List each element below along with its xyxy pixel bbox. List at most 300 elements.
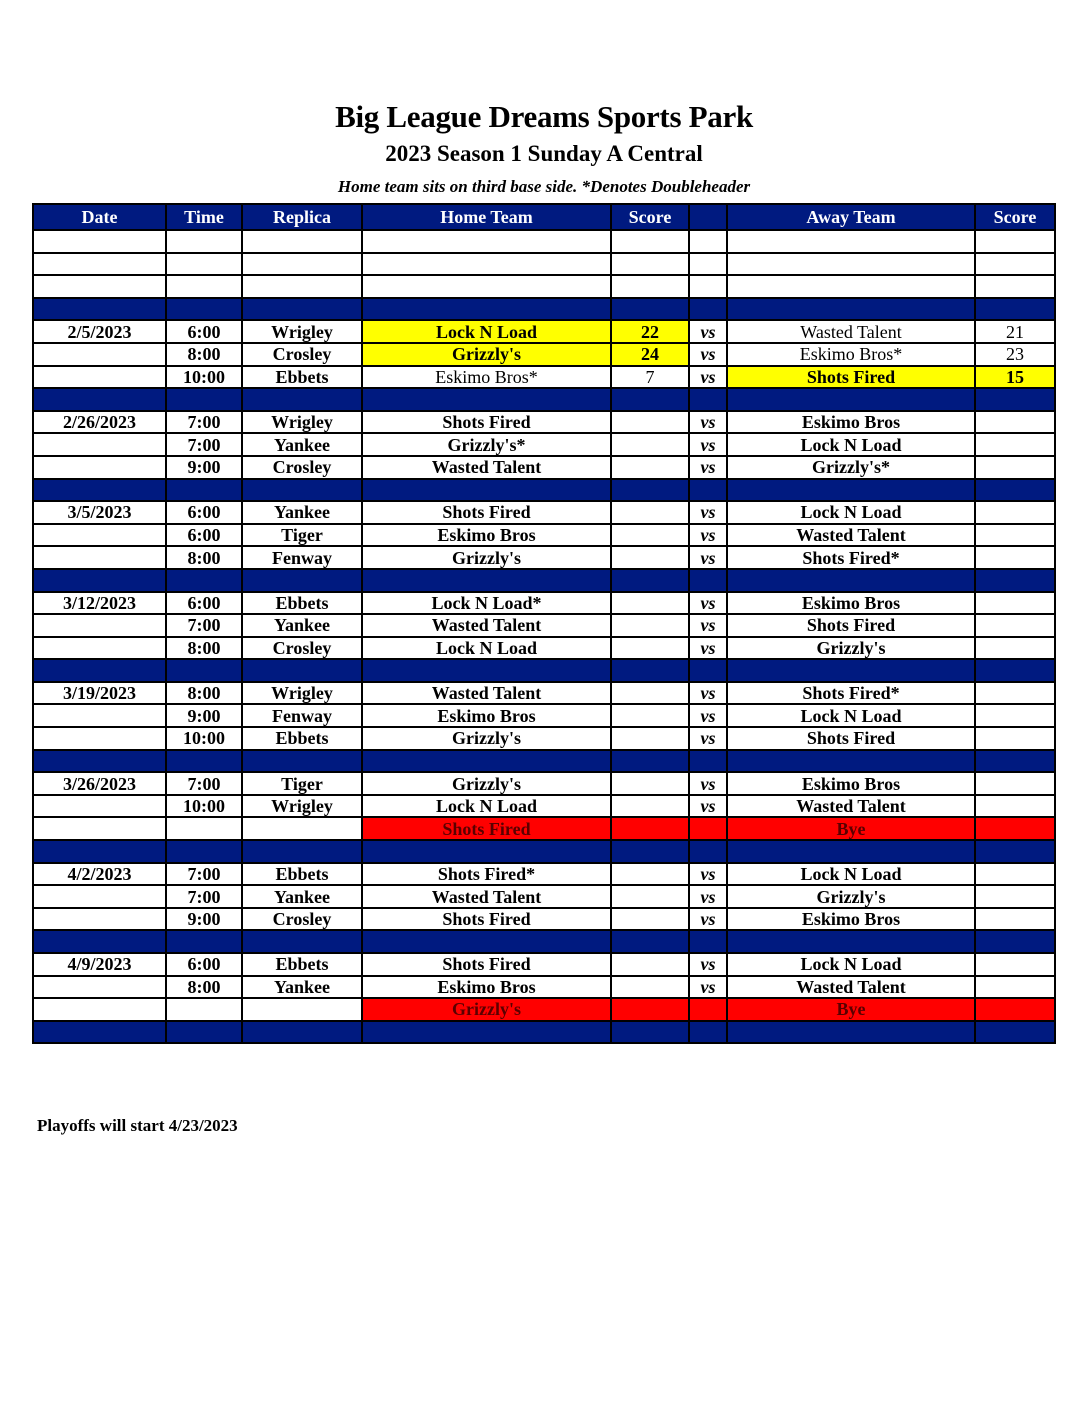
vs-cell (689, 569, 727, 592)
game-row (33, 320, 1055, 343)
home-team-cell: Lock N Load (362, 637, 611, 660)
replica-cell: Ebbets (242, 953, 362, 976)
home-score-cell (611, 682, 689, 705)
date-cell (33, 659, 166, 682)
away-team-cell: Eskimo Bros (727, 592, 975, 615)
replica-cell: Wrigley (242, 682, 362, 705)
replica-cell (242, 750, 362, 773)
home-score-cell (611, 727, 689, 750)
home-score-cell (611, 433, 689, 456)
date-cell: 3/26/2023 (33, 772, 166, 795)
game-row (33, 524, 1055, 547)
away-team-cell: Bye (727, 998, 975, 1021)
date-cell (33, 546, 166, 569)
time-cell: 10:00 (166, 366, 242, 389)
away-team-cell: Wasted Talent (727, 524, 975, 547)
schedule-table (32, 203, 1056, 1044)
home-team-cell (362, 253, 611, 276)
game-row (33, 863, 1055, 886)
date-cell (33, 1021, 166, 1044)
home-team-cell: Eskimo Bros (362, 976, 611, 999)
game-row (33, 795, 1055, 818)
home-team-cell: Wasted Talent (362, 456, 611, 479)
home-team-cell (362, 1021, 611, 1044)
replica-cell (242, 388, 362, 411)
week-separator-row (33, 1021, 1055, 1044)
home-score-cell (611, 298, 689, 321)
home-score-cell (611, 592, 689, 615)
away-score-cell: 15 (975, 366, 1055, 389)
date-cell (33, 388, 166, 411)
home-score-cell (611, 388, 689, 411)
time-cell (166, 930, 242, 953)
replica-cell: Tiger (242, 524, 362, 547)
home-score-cell (611, 998, 689, 1021)
game-row (33, 727, 1055, 750)
home-score-cell (611, 614, 689, 637)
vs-cell: vs (689, 524, 727, 547)
time-cell: 7:00 (166, 772, 242, 795)
home-score-cell (611, 704, 689, 727)
vs-cell (689, 750, 727, 773)
away-score-cell (975, 275, 1055, 298)
week-separator-row (33, 750, 1055, 773)
date-cell (33, 275, 166, 298)
game-row (33, 501, 1055, 524)
header-replica: Replica (242, 204, 362, 230)
week-separator-row (33, 569, 1055, 592)
away-score-cell: 23 (975, 343, 1055, 366)
week-separator-row (33, 930, 1055, 953)
blank-row (33, 275, 1055, 298)
replica-cell: Yankee (242, 433, 362, 456)
vs-cell (689, 817, 727, 840)
time-cell (166, 230, 242, 253)
home-team-cell: Lock N Load (362, 320, 611, 343)
blank-row (33, 253, 1055, 276)
home-score-cell (611, 772, 689, 795)
away-score-cell (975, 772, 1055, 795)
home-team-cell: Grizzly's (362, 998, 611, 1021)
away-team-cell (727, 388, 975, 411)
home-team-cell: Grizzly's (362, 343, 611, 366)
time-cell (166, 275, 242, 298)
home-score-cell (611, 795, 689, 818)
away-team-cell (727, 1021, 975, 1044)
home-score-cell (611, 863, 689, 886)
vs-cell: vs (689, 976, 727, 999)
time-cell: 8:00 (166, 682, 242, 705)
home-team-cell (362, 479, 611, 502)
away-score-cell (975, 569, 1055, 592)
away-score-cell (975, 863, 1055, 886)
vs-cell (689, 479, 727, 502)
week-separator-row (33, 840, 1055, 863)
replica-cell (242, 253, 362, 276)
home-score-cell (611, 817, 689, 840)
time-cell (166, 659, 242, 682)
away-score-cell (975, 433, 1055, 456)
home-team-cell (362, 275, 611, 298)
away-team-cell: Shots Fired (727, 366, 975, 389)
date-cell (33, 230, 166, 253)
time-cell (166, 388, 242, 411)
date-cell (33, 998, 166, 1021)
away-score-cell (975, 411, 1055, 434)
date-cell (33, 569, 166, 592)
vs-cell: vs (689, 704, 727, 727)
away-team-cell: Wasted Talent (727, 976, 975, 999)
time-cell: 8:00 (166, 976, 242, 999)
replica-cell (242, 659, 362, 682)
vs-cell: vs (689, 320, 727, 343)
away-team-cell: Eskimo Bros (727, 772, 975, 795)
away-team-cell: Eskimo Bros (727, 411, 975, 434)
away-team-cell (727, 840, 975, 863)
replica-cell (242, 930, 362, 953)
vs-cell (689, 1021, 727, 1044)
date-cell: 3/19/2023 (33, 682, 166, 705)
page-title: Big League Dreams Sports Park (335, 99, 753, 134)
away-team-cell (727, 569, 975, 592)
home-score-cell (611, 908, 689, 931)
away-team-cell (727, 479, 975, 502)
time-cell: 7:00 (166, 614, 242, 637)
vs-cell: vs (689, 411, 727, 434)
header-vs (689, 204, 727, 230)
replica-cell (242, 230, 362, 253)
replica-cell: Yankee (242, 976, 362, 999)
home-score-cell (611, 569, 689, 592)
home-team-cell: Grizzly's* (362, 433, 611, 456)
playoffs-note: Playoffs will start 4/23/2023 (37, 1116, 238, 1135)
date-cell (33, 795, 166, 818)
home-score-cell (611, 1021, 689, 1044)
replica-cell (242, 275, 362, 298)
away-score-cell (975, 1021, 1055, 1044)
away-team-cell (727, 253, 975, 276)
week-separator-row (33, 479, 1055, 502)
away-team-cell: Bye (727, 817, 975, 840)
away-score-cell (975, 614, 1055, 637)
date-cell: 4/2/2023 (33, 863, 166, 886)
date-cell (33, 704, 166, 727)
date-cell (33, 253, 166, 276)
date-cell: 4/9/2023 (33, 953, 166, 976)
date-cell (33, 817, 166, 840)
vs-cell: vs (689, 772, 727, 795)
home-team-cell (362, 388, 611, 411)
home-score-cell: 24 (611, 343, 689, 366)
vs-cell (689, 388, 727, 411)
home-score-cell (611, 885, 689, 908)
page-subtitle: 2023 Season 1 Sunday A Central (385, 141, 703, 166)
replica-cell (242, 840, 362, 863)
doubleheader-note: Home team sits on third base side. *Denotes Doubleheader (337, 177, 751, 196)
header-away-score: Score (975, 204, 1055, 230)
home-score-cell (611, 479, 689, 502)
replica-cell: Crosley (242, 456, 362, 479)
home-team-cell: Grizzly's (362, 772, 611, 795)
date-cell (33, 298, 166, 321)
time-cell (166, 569, 242, 592)
date-cell (33, 885, 166, 908)
game-row (33, 614, 1055, 637)
away-team-cell (727, 930, 975, 953)
time-cell (166, 840, 242, 863)
home-score-cell (611, 840, 689, 863)
game-row (33, 366, 1055, 389)
replica-cell: Tiger (242, 772, 362, 795)
vs-cell: vs (689, 343, 727, 366)
away-team-cell (727, 275, 975, 298)
home-score-cell (611, 524, 689, 547)
game-row (33, 343, 1055, 366)
replica-cell: Yankee (242, 501, 362, 524)
home-team-cell (362, 298, 611, 321)
away-score-cell (975, 592, 1055, 615)
date-cell (33, 976, 166, 999)
week-separator-row (33, 298, 1055, 321)
home-score-cell (611, 253, 689, 276)
time-cell (166, 998, 242, 1021)
game-row (33, 704, 1055, 727)
away-score-cell (975, 659, 1055, 682)
time-cell: 9:00 (166, 908, 242, 931)
home-team-cell: Grizzly's (362, 546, 611, 569)
away-score-cell (975, 456, 1055, 479)
vs-cell: vs (689, 614, 727, 637)
bye-row (33, 817, 1055, 840)
home-score-cell: 7 (611, 366, 689, 389)
time-cell: 8:00 (166, 637, 242, 660)
time-cell: 6:00 (166, 524, 242, 547)
home-team-cell (362, 659, 611, 682)
header-time: Time (166, 204, 242, 230)
home-score-cell (611, 546, 689, 569)
home-score-cell (611, 930, 689, 953)
vs-cell (689, 253, 727, 276)
replica-cell (242, 298, 362, 321)
away-team-cell: Lock N Load (727, 501, 975, 524)
header-home-team: Home Team (362, 204, 611, 230)
home-team-cell: Eskimo Bros* (362, 366, 611, 389)
date-cell: 2/26/2023 (33, 411, 166, 434)
away-team-cell: Grizzly's* (727, 456, 975, 479)
replica-cell: Fenway (242, 704, 362, 727)
home-team-cell (362, 230, 611, 253)
time-cell: 9:00 (166, 704, 242, 727)
away-score-cell (975, 750, 1055, 773)
home-team-cell: Shots Fired* (362, 863, 611, 886)
home-score-cell (611, 456, 689, 479)
time-cell: 8:00 (166, 546, 242, 569)
away-score-cell (975, 479, 1055, 502)
away-score-cell (975, 953, 1055, 976)
vs-cell (689, 230, 727, 253)
vs-cell: vs (689, 637, 727, 660)
vs-cell: vs (689, 501, 727, 524)
away-team-cell: Lock N Load (727, 704, 975, 727)
away-score-cell (975, 546, 1055, 569)
home-team-cell: Shots Fired (362, 501, 611, 524)
time-cell: 8:00 (166, 343, 242, 366)
header-row (33, 204, 1055, 230)
replica-cell: Crosley (242, 908, 362, 931)
time-cell: 9:00 (166, 456, 242, 479)
vs-cell: vs (689, 546, 727, 569)
home-team-cell: Lock N Load (362, 795, 611, 818)
date-cell: 2/5/2023 (33, 320, 166, 343)
time-cell (166, 750, 242, 773)
date-cell (33, 637, 166, 660)
home-team-cell: Eskimo Bros (362, 524, 611, 547)
vs-cell: vs (689, 592, 727, 615)
home-score-cell (611, 275, 689, 298)
away-team-cell: Eskimo Bros (727, 908, 975, 931)
away-score-cell (975, 727, 1055, 750)
date-cell (33, 614, 166, 637)
away-team-cell: Wasted Talent (727, 320, 975, 343)
bye-row (33, 998, 1055, 1021)
date-cell (33, 366, 166, 389)
time-cell: 10:00 (166, 795, 242, 818)
vs-cell (689, 840, 727, 863)
time-cell (166, 1021, 242, 1044)
game-row (33, 411, 1055, 434)
game-row (33, 637, 1055, 660)
replica-cell (242, 998, 362, 1021)
away-score-cell (975, 998, 1055, 1021)
game-row (33, 976, 1055, 999)
home-team-cell (362, 840, 611, 863)
replica-cell: Crosley (242, 637, 362, 660)
time-cell: 6:00 (166, 320, 242, 343)
away-score-cell (975, 524, 1055, 547)
vs-cell: vs (689, 682, 727, 705)
replica-cell: Wrigley (242, 320, 362, 343)
home-score-cell: 22 (611, 320, 689, 343)
time-cell: 7:00 (166, 433, 242, 456)
away-team-cell: Wasted Talent (727, 795, 975, 818)
game-row (33, 885, 1055, 908)
away-score-cell (975, 704, 1055, 727)
vs-cell: vs (689, 727, 727, 750)
week-separator-row (33, 388, 1055, 411)
date-cell (33, 433, 166, 456)
time-cell (166, 479, 242, 502)
vs-cell (689, 930, 727, 953)
header-home-score: Score (611, 204, 689, 230)
home-score-cell (611, 411, 689, 434)
away-team-cell: Grizzly's (727, 637, 975, 660)
date-cell: 3/12/2023 (33, 592, 166, 615)
home-team-cell (362, 569, 611, 592)
replica-cell (242, 479, 362, 502)
replica-cell: Ebbets (242, 727, 362, 750)
replica-cell: Wrigley (242, 795, 362, 818)
time-cell: 6:00 (166, 592, 242, 615)
replica-cell (242, 569, 362, 592)
away-team-cell (727, 298, 975, 321)
away-team-cell: Lock N Load (727, 433, 975, 456)
away-team-cell: Shots Fired (727, 727, 975, 750)
home-team-cell: Lock N Load* (362, 592, 611, 615)
away-score-cell (975, 682, 1055, 705)
away-team-cell: Grizzly's (727, 885, 975, 908)
home-team-cell: Shots Fired (362, 908, 611, 931)
replica-cell: Yankee (242, 885, 362, 908)
vs-cell: vs (689, 795, 727, 818)
home-score-cell (611, 976, 689, 999)
date-cell (33, 479, 166, 502)
game-row (33, 772, 1055, 795)
away-score-cell (975, 230, 1055, 253)
game-row (33, 682, 1055, 705)
away-score-cell (975, 817, 1055, 840)
time-cell (166, 253, 242, 276)
home-team-cell: Grizzly's (362, 727, 611, 750)
date-cell (33, 908, 166, 931)
home-team-cell (362, 750, 611, 773)
game-row (33, 546, 1055, 569)
vs-cell (689, 275, 727, 298)
away-score-cell (975, 976, 1055, 999)
home-score-cell (611, 953, 689, 976)
replica-cell: Wrigley (242, 411, 362, 434)
replica-cell: Ebbets (242, 863, 362, 886)
vs-cell (689, 659, 727, 682)
vs-cell: vs (689, 433, 727, 456)
vs-cell: vs (689, 863, 727, 886)
game-row (33, 456, 1055, 479)
replica-cell: Ebbets (242, 592, 362, 615)
date-cell (33, 524, 166, 547)
home-team-cell (362, 930, 611, 953)
home-team-cell: Shots Fired (362, 817, 611, 840)
away-team-cell: Lock N Load (727, 863, 975, 886)
vs-cell (689, 998, 727, 1021)
date-cell (33, 750, 166, 773)
replica-cell: Fenway (242, 546, 362, 569)
away-team-cell: Shots Fired* (727, 682, 975, 705)
blank-row (33, 230, 1055, 253)
away-team-cell: Shots Fired* (727, 546, 975, 569)
away-score-cell (975, 840, 1055, 863)
date-cell (33, 727, 166, 750)
header-date: Date (33, 204, 166, 230)
away-score-cell (975, 637, 1055, 660)
date-cell (33, 343, 166, 366)
schedule-body (33, 230, 1055, 1043)
home-team-cell: Shots Fired (362, 953, 611, 976)
away-team-cell (727, 750, 975, 773)
home-team-cell: Wasted Talent (362, 682, 611, 705)
away-team-cell: Lock N Load (727, 953, 975, 976)
away-score-cell: 21 (975, 320, 1055, 343)
time-cell: 6:00 (166, 501, 242, 524)
replica-cell: Crosley (242, 343, 362, 366)
time-cell: 6:00 (166, 953, 242, 976)
game-row (33, 592, 1055, 615)
replica-cell (242, 1021, 362, 1044)
home-team-cell: Eskimo Bros (362, 704, 611, 727)
week-separator-row (33, 659, 1055, 682)
game-row (33, 908, 1055, 931)
away-score-cell (975, 501, 1055, 524)
vs-cell: vs (689, 885, 727, 908)
away-score-cell (975, 795, 1055, 818)
